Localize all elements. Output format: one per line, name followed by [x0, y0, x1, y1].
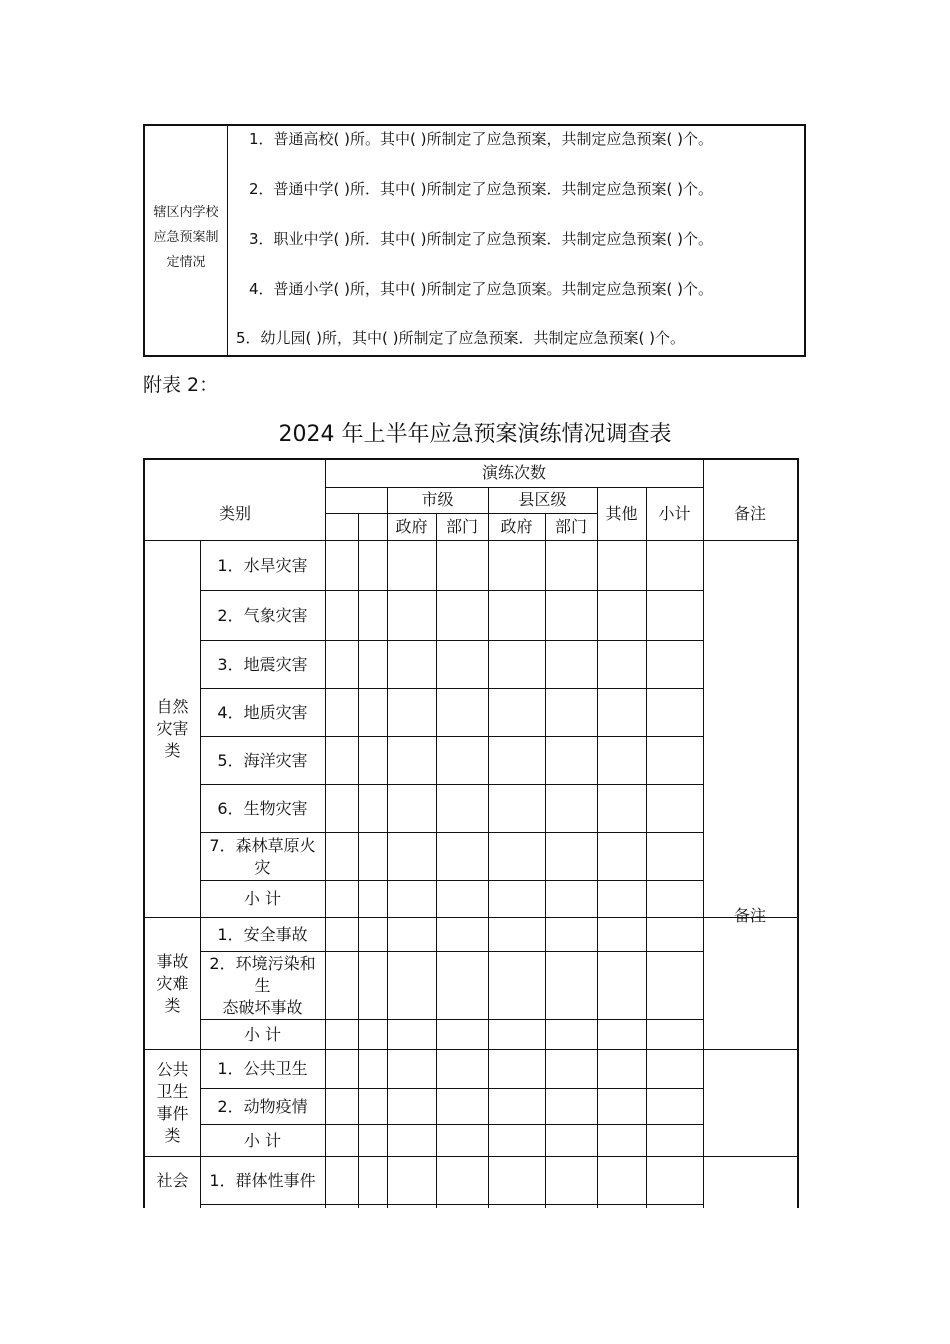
- header-city-department: 部门: [445, 517, 478, 536]
- group-public-health: 公共 卫生 事件 类: [156, 1060, 189, 1145]
- item-earthquake: 3．地震灾害: [217, 655, 308, 674]
- item-safety-accident: 1．安全事故: [217, 925, 308, 944]
- header-county-level: 县区级: [518, 490, 567, 509]
- school-row-primary: 4．普通小学( )所，其中( )所制定了应急顶案。共制定应急预案( )个。: [249, 280, 713, 298]
- header-county-department: 部门: [554, 517, 587, 536]
- appendix-label: 附表 2：: [143, 374, 219, 396]
- header-county-government: 政府: [500, 517, 533, 536]
- school-row-kindergarten: 5．幼儿园( )所，其中( )所制定了应急预案．共制定应急预案( )个。: [236, 329, 685, 347]
- header-other: 其他: [605, 504, 638, 523]
- item-public-health: 1．公共卫生: [217, 1059, 308, 1078]
- item-forest-fire: 7．森林草原火 灾: [209, 836, 316, 877]
- school-row-middle: 2．普通中学( )所．其中( )所制定了应急预案．共制定应急预案( )个。: [249, 180, 713, 198]
- header-category: 类别: [218, 504, 251, 523]
- school-row-vocational: 3．职业中学( )所．其中( )所制定了应急预案．共制定应急预案( )个。: [249, 230, 713, 248]
- item-health-subtotal: 小 计: [243, 1131, 282, 1150]
- item-mass-incident: 1．群体性事件: [209, 1171, 316, 1190]
- page-title: 2024 年上半年应急预案演练情况调查表: [278, 422, 672, 447]
- group-natural-disasters: 自然 灾害 类: [156, 697, 189, 760]
- header-city-level: 市级: [421, 490, 454, 509]
- school-plan-label: 辖区内学校 应急预案制 定情况: [153, 205, 219, 270]
- header-subtotal: 小计: [658, 504, 691, 523]
- item-marine: 5．海洋灾害: [217, 751, 308, 770]
- item-accident-subtotal: 小 计: [243, 1025, 282, 1044]
- item-biological: 6．生物灾害: [217, 799, 308, 818]
- header-drill-count: 演练次数: [481, 463, 546, 482]
- header-remarks: 备注: [733, 504, 766, 523]
- item-meteorological: 2．气象灾害: [217, 606, 308, 625]
- item-environmental-pollution: 2．环境污染和 生 态破坏事故: [209, 954, 316, 1017]
- item-animal-epidemic: 2．动物疫情: [217, 1097, 308, 1116]
- item-flood-drought: 1．水旱灾害: [217, 556, 308, 575]
- header-city-government: 政府: [395, 517, 428, 536]
- group-accidents: 事故 灾难 类: [156, 952, 189, 1015]
- item-geological: 4．地质灾害: [217, 703, 308, 722]
- item-natural-subtotal: 小 计: [243, 889, 282, 908]
- natural-remarks: 备注: [733, 906, 766, 925]
- school-row-higher-ed: 1．普通高校( )所。其中( )所制定了应急预案，共制定应急预案( )个。: [249, 130, 713, 148]
- group-social: 社会: [156, 1171, 189, 1190]
